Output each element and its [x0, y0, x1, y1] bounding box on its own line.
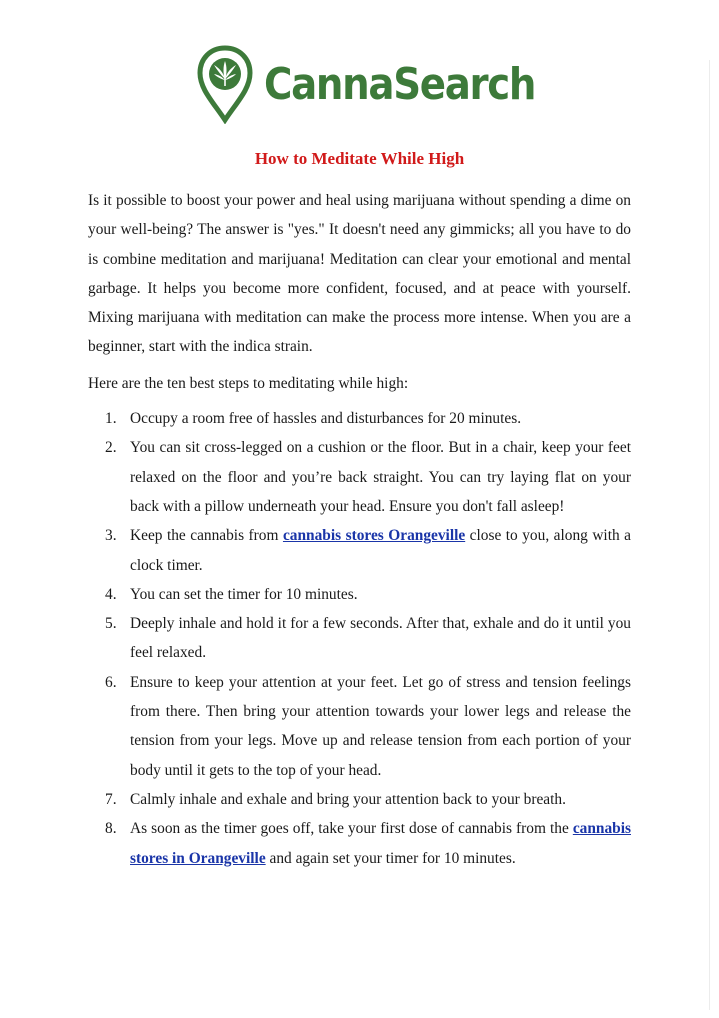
list-item-text: Calmly inhale and exhale and bring your attention back to your breath.: [130, 790, 566, 808]
list-item: [88, 580, 631, 609]
list-number: 4.: [105, 585, 117, 603]
list-number: 5.: [105, 615, 117, 633]
list-item-text-before: As soon as the timer goes off, take your first dose of cannabis from the: [130, 820, 573, 838]
intro-paragraph: Is it possible to boost your power and heal using marijuana without spending a dime on your well-being? The answer is "yes." It doesn't need any gimmicks; all you have to do is combine meditation and marijuana! Meditation can clear your emotional and mental garbage. It helps you become more confident, focused, and at peace with yourself. Mixing marijuana with meditation can make the process more intense. When you are a beginner, start with the indica strain.: [88, 192, 631, 356]
list-item-text-before: Keep the cannabis from: [130, 527, 283, 545]
list-number: 7.: [105, 790, 117, 808]
list-number: 3.: [105, 527, 117, 545]
brand-logo: [196, 44, 572, 124]
list-item: [88, 521, 631, 580]
list-number: 6.: [105, 673, 117, 691]
list-item: [88, 433, 631, 521]
steps-list: [88, 404, 631, 873]
document-body: [88, 186, 631, 873]
page-edge-line: [709, 60, 710, 1010]
leaf-pin-icon: [196, 44, 254, 124]
list-item-text: You can set the timer for 10 minutes.: [130, 585, 358, 603]
list-item: [88, 814, 631, 873]
list-item: [88, 404, 631, 433]
document-title: How to Meditate While High: [254, 149, 465, 168]
list-item: [88, 609, 631, 668]
list-item-text: Occupy a room free of hassles and disturbances for 20 minutes.: [130, 410, 522, 428]
list-item: [88, 668, 631, 785]
steps-intro: Here are the ten best steps to meditating while high:: [88, 374, 409, 392]
list-item-text-after: close to you, along with a clock timer.: [130, 527, 631, 574]
brand-name: CannaSearch: [264, 58, 536, 110]
list-item: [88, 785, 631, 814]
list-number: 2.: [105, 439, 117, 457]
cannabis-stores-in-orangeville-link[interactable]: cannabis stores in Orangeville: [130, 820, 631, 867]
list-item-text: Deeply inhale and hold it for a few seconds. After that, exhale and do it until you feel relaxed.: [130, 615, 631, 662]
list-item-text-after: and again set your timer for 10 minutes.: [265, 849, 516, 867]
list-item-text: Ensure to keep your attention at your feet. Let go of stress and tension feelings from there. Then bring your attention towards your lower legs and release the tension from your legs. Move up and release tension from each portion of your body until it gets to the top of your head.: [130, 673, 631, 779]
list-number: 1.: [105, 410, 117, 428]
list-number: 8.: [105, 820, 117, 838]
list-item-text: You can sit cross-legged on a cushion or the floor. But in a chair, keep your feet relaxed on the floor and you’re back straight. You can try laying flat on your back with a pillow underneath your head. Ensure you don't fall asleep!: [130, 439, 631, 515]
cannabis-stores-link[interactable]: cannabis stores Orangeville: [282, 527, 466, 545]
